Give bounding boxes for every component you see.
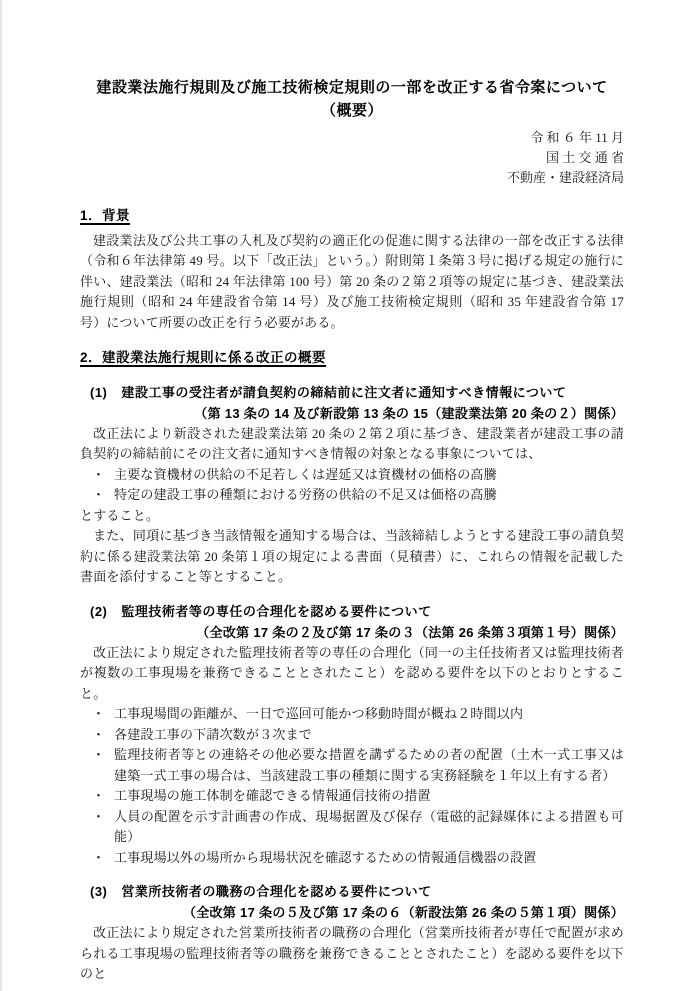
item1-title: 建設工事の受注者が請負契約の締結前に注文者に通知すべき情報について (121, 384, 567, 400)
item3-number: (3) (90, 884, 108, 899)
item3-paragraph1: 改正法により規定された営業所技術者の職務の合理化（営業所技術者が専任で配置が求められる工事現場の監理技術者等の職務を兼務できることとされたこと）を認める要件を以下のと (80, 925, 624, 981)
bullet-icon: ・ (92, 747, 106, 762)
bureau-line: 不動産・建設経済局 (506, 170, 624, 185)
list-item: ・ 人員の配置を示す計画書の作成、現場据置及び保存（電磁的記録媒体による措置も可能） (80, 807, 624, 848)
bullet-icon: ・ (92, 466, 106, 482)
item1-reference: （第 13 条の 14 及び新設第 13 条の 15（建設業法第 20 条の２）関係） (194, 405, 624, 421)
list-item: ・ 特定の建設工事の種類における労務の供給の不足又は価格の高騰 (80, 485, 624, 506)
bullet-icon: ・ (92, 808, 106, 824)
item1-paragraph2: また、同項に基づき当該情報を通知する場合は、当該締結しようとする建設工事の請負契約に係る建設業法第 20 条第１項の規定による書面（見積書）に、これらの情報を記載した書面を添付すること等とすること。 (80, 528, 624, 584)
item1-paragraph1: 改正法により新設された建設業法第 20 条の２第２項に基づき、建設業者が建設工事の請負契約の締結前にその注文者に通知すべき情報の対象となる事象については、 (80, 425, 624, 461)
item1-heading (90, 382, 624, 403)
document-title: 建設業法施行規則及び施工技術検定規則の一部を改正する省令案について (96, 79, 608, 96)
bullet-icon: ・ (92, 706, 106, 721)
bullet-icon: ・ (92, 788, 106, 803)
section1-paragraph: 建設業法及び公共工事の入札及び契約の適正化の促進に関する法律の一部を改正する法律（令和６年法律第 49 号。以下「改正法」という。）附則第１条第３号に掲げる規定の施行に伴い、建設業法（昭和 24 年法律第 100 号）第 20 条の２第２項等の規定に基づき、建設業法施行規則（昭和 24 年建設省令第 14 号）及び施工技術検定規則（昭和 35 年建設省令第 17 号）について所要の改正を行う必要がある。 (80, 232, 624, 330)
item2-reference: （全改第 17 条の２及び第 17 条の３（法第 26 条第３項第１号）関係） (196, 624, 624, 640)
item3-reference: （全改第 17 条の５及び第 17 条の６（新設法第 26 条の５第１項）関係） (182, 905, 624, 920)
date-line: 令 和 ６ 年 11 月 (530, 130, 624, 145)
item3-body (80, 923, 624, 985)
list-item: ・ 工事現場以外の場所から現場状況を確認するための情報通信機器の設置 (80, 848, 624, 869)
item2-body (80, 643, 624, 869)
item1-closing: とすること。 (80, 507, 160, 523)
list-item: ・ 各建設工事の下請次数が３次まで (80, 725, 624, 746)
list-item: ・ 監理技術者等との連絡その他必要な措置を講ずるための者の配置（土木一式工事又は建築一式工事の場合は、当該建設工事の種類に関する実務経験を１年以上有する者） (80, 745, 624, 786)
list-item: ・ 工事現場間の距離が、一日で巡回可能かつ移動時間が概ね２時間以内 (80, 704, 624, 725)
item2-number: (2) (90, 603, 108, 619)
document-subtitle: （概要） (320, 102, 383, 119)
list-item: ・ 工事現場の施工体制を確認できる情報通信技術の措置 (80, 786, 624, 807)
agency-line: 国 土 交 通 省 (545, 150, 624, 165)
item1-number: (1) (90, 384, 108, 400)
section1-heading: 1．背景 (80, 208, 131, 223)
bullet-icon: ・ (92, 849, 106, 865)
date-block (80, 128, 624, 188)
item2-paragraph1: 改正法により規定された監理技術者等の専任の合理化（同一の主任技術者又は監理技術者が複数の工事現場を兼務できることとされたこと）を認める要件を以下のとおりとすること。 (80, 644, 624, 701)
bullet-icon: ・ (92, 487, 106, 502)
bullet-icon: ・ (92, 726, 106, 742)
section2-item2 (80, 601, 624, 869)
section2-heading: 2．建設業法施行規則に係る改正の概要 (80, 350, 327, 365)
item2-heading (90, 601, 624, 622)
item3-title: 営業所技術者の職務の合理化を認める要件について (121, 884, 432, 899)
item3-heading (90, 881, 624, 902)
item2-title: 監理技術者等の専任の合理化を認める要件について (121, 603, 432, 619)
list-item: ・ 主要な資機材の供給の不足若しくは遅延又は資機材の価格の高騰 (80, 465, 624, 486)
item1-body (80, 424, 624, 588)
section2-item3 (80, 881, 624, 985)
section2-item1 (80, 382, 624, 588)
